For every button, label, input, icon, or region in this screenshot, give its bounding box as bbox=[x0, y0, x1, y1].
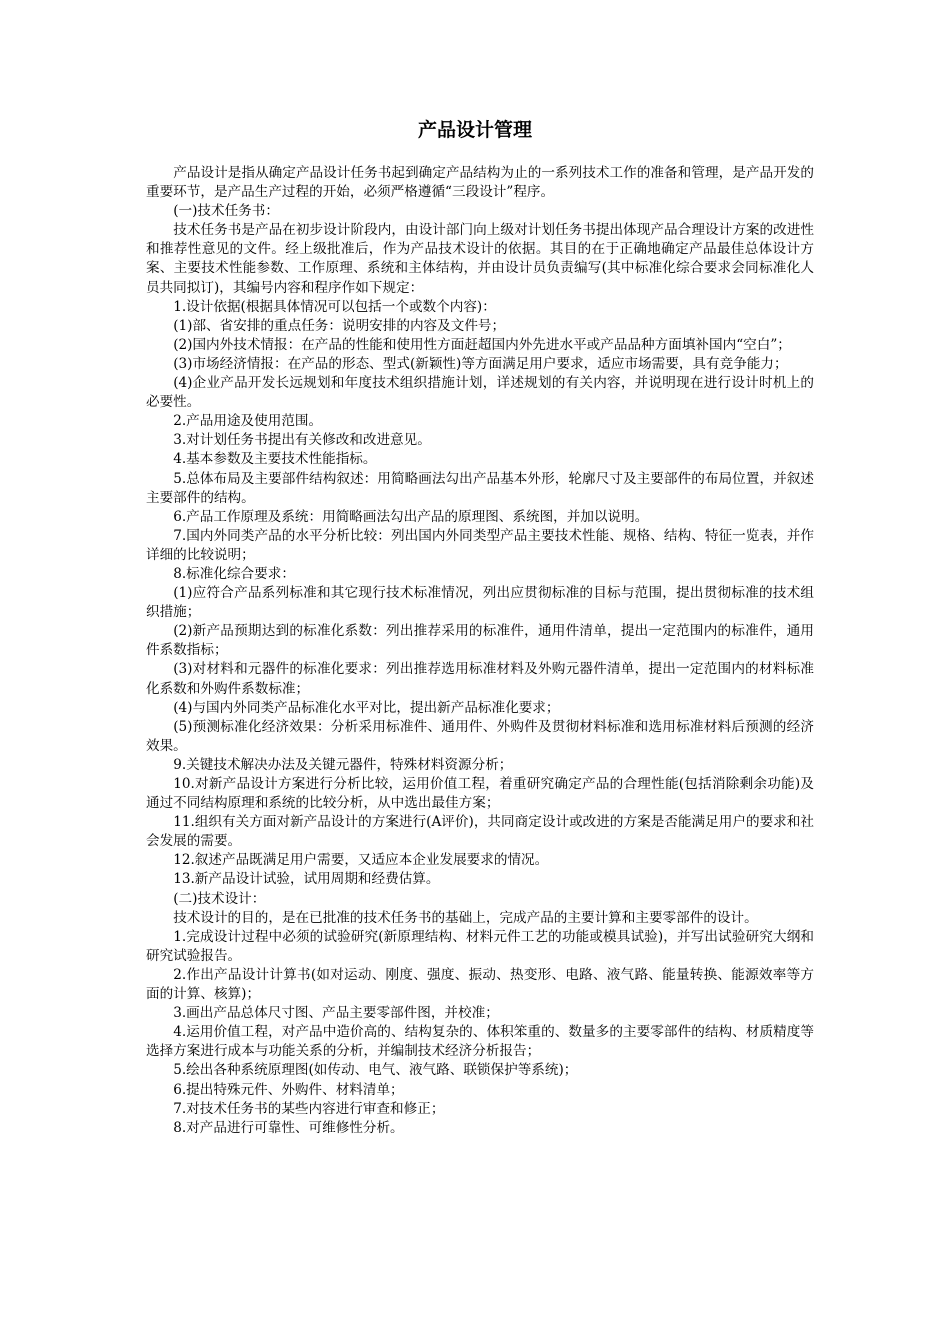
paragraph: 产品设计是指从确定产品设计任务书起到确定产品结构为止的一系列技术工作的准备和管理，是产品开发的重要环节，是产品生产过程的开始，必须严格遵循“三段设计”程序。 bbox=[146, 165, 814, 201]
paragraph: (2)新产品预期达到的标准化系数：列出推荐采用的标准件，通用件清单，提出一定范围内的标准件，通用件系数指标； bbox=[146, 623, 814, 659]
paragraph: (1)应符合产品系列标准和其它现行技术标准情况，列出应贯彻标准的目标与范围，提出贯彻标准的技术组织措施； bbox=[146, 585, 814, 621]
paragraph: (4)与国内外同类产品标准化水平对比，提出新产品标准化要求； bbox=[173, 699, 560, 716]
paragraph: (一)技术任务书： bbox=[173, 203, 279, 220]
paragraph: (1)部、省安排的重点任务：说明安排的内容及文件号； bbox=[173, 317, 506, 334]
paragraph: 2.产品用途及使用范围。 bbox=[173, 413, 323, 430]
page-title: 产品设计管理 bbox=[417, 119, 532, 141]
paragraph: 5.总体布局及主要部件结构叙述：用简略画法勾出产品基本外形，轮廓尺寸及主要部件的布局位置，并叙述主要部件的结构。 bbox=[146, 470, 814, 506]
paragraph: 技术设计的目的，是在已批准的技术任务书的基础上，完成产品的主要计算和主要零部件的设计。 bbox=[173, 909, 758, 926]
paragraph: 1.设计依据(根据具体情况可以包括一个或数个内容)： bbox=[173, 298, 496, 315]
paragraph: 8.对产品进行可靠性、可维修性分析。 bbox=[173, 1119, 404, 1136]
paragraph: 1.完成设计过程中必须的试验研究(新原理结构、材料元件工艺的功能或模具试验)，并写出试验研究大纲和研究试验报告。 bbox=[146, 928, 814, 964]
paragraph: 8.标准化综合要求： bbox=[173, 565, 295, 582]
paragraph: (5)预测标准化经济效果：分析采用标准件、通用件、外购件及贯彻材料标准和选用标准材料后预测的经济效果。 bbox=[146, 718, 814, 754]
paragraph: 3.画出产品总体尺寸图、产品主要零部件图，并校准； bbox=[173, 1005, 499, 1022]
document-body bbox=[146, 164, 814, 1138]
paragraph: (3)市场经济情报：在产品的形态、型式(新颖性)等方面满足用户要求，适应市场需要，具有竞争能力； bbox=[173, 355, 788, 372]
paragraph: 6.产品工作原理及系统：用简略画法勾出产品的原理图、系统图，并加以说明。 bbox=[173, 508, 649, 525]
paragraph: 13.新产品设计试验，试用周期和经费估算。 bbox=[173, 871, 440, 888]
paragraph: (二)技术设计： bbox=[173, 890, 266, 907]
paragraph: (2)国内外技术情报：在产品的性能和使用性方面赶超国内外先进水平或产品品种方面填补国内“空白”； bbox=[173, 336, 791, 353]
paragraph: (3)对材料和元器件的标准化要求：列出推荐选用标准材料及外购元器件清单，提出一定范围内的材料标准化系数和外购件系数标准； bbox=[146, 661, 814, 697]
paragraph: 5.绘出各种系统原理图(如传动、电气、液气路、联锁保护等系统)； bbox=[173, 1062, 578, 1079]
paragraph: 9.关键技术解决办法及关键元器件，特殊材料资源分析； bbox=[173, 756, 513, 773]
paragraph: 4.运用价值工程，对产品中造价高的、结构复杂的、体积笨重的、数量多的主要零部件的结构、材质精度等选择方案进行成本与功能关系的分析，并编制技术经济分析报告； bbox=[146, 1024, 814, 1060]
paragraph: 10.对新产品设计方案进行分析比较，运用价值工程，着重研究确定产品的合理性能(包括消除剩余功能)及通过不同结构原理和系统的比较分析，从中选出最佳方案； bbox=[146, 776, 814, 812]
paragraph: 4.基本参数及主要技术性能指标。 bbox=[173, 451, 377, 468]
paragraph: 3.对计划任务书提出有关修改和改进意见。 bbox=[173, 432, 431, 449]
paragraph: 技术任务书是产品在初步设计阶段内，由设计部门向上级对计划任务书提出体现产品合理设计方案的改进性和推荐性意见的文件。经上级批准后，作为产品技术设计的依据。其目的在于正确地确定产品最佳总体设计方案、主要技术性能参数、工作原理、系统和主体结构，并由设计员负责编写(其中标准化综合要求会同标准化人员共同拟订)，其编号内容和程序作如下规定： bbox=[146, 222, 814, 296]
paragraph: 2.作出产品设计计算书(如对运动、刚度、强度、振动、热变形、电路、液气路、能量转换、能源效率等方面的计算、核算)； bbox=[146, 966, 814, 1003]
paragraph: 11.组织有关方面对新产品设计的方案进行(A评价)，共同商定设计或改进的方案是否能满足用户的要求和社会发展的需要。 bbox=[146, 814, 814, 850]
paragraph: 6.提出特殊元件、外购件、材料清单； bbox=[173, 1081, 404, 1098]
paragraph: 7.对技术任务书的某些内容进行审查和修正； bbox=[173, 1100, 445, 1117]
paragraph: 12.叙述产品既满足用户需要，又适应本企业发展要求的情况。 bbox=[173, 852, 549, 869]
paragraph: (4)企业产品开发长远规划和年度技术组织措施计划，详述规划的有关内容，并说明现在进行设计时机上的必要性。 bbox=[146, 375, 814, 411]
paragraph: 7.国内外同类产品的水平分析比较：列出国内外同类型产品主要技术性能、规格、结构、特征一览表，并作详细的比较说明； bbox=[146, 527, 814, 563]
